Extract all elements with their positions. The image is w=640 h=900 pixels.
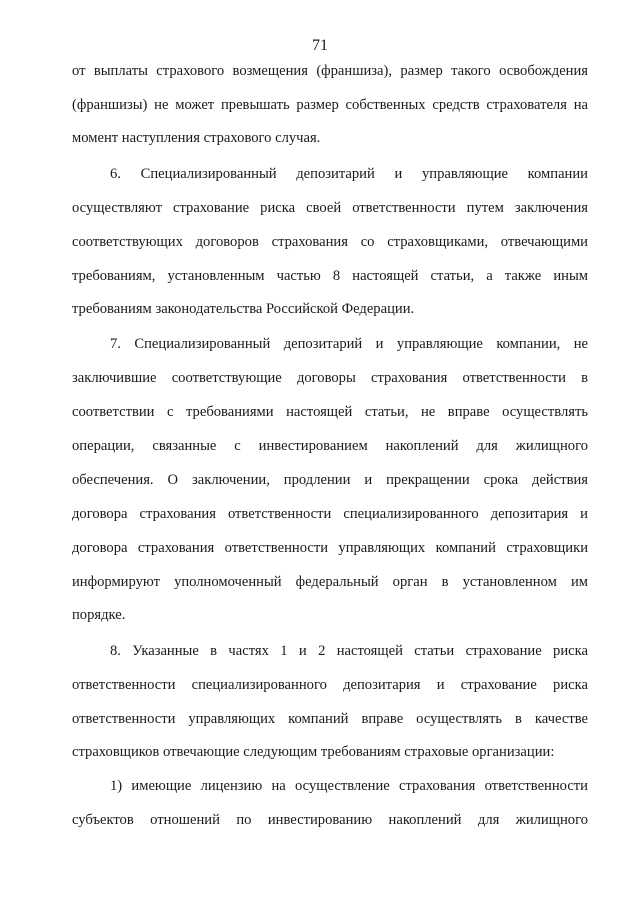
- text-line: договора страхования ответственности специализированного депозитария и: [72, 506, 588, 522]
- text-line: заключившие соответствующие договоры страхования ответственности в: [72, 370, 588, 386]
- text-line: договора страхования ответственности управляющих компаний страховщики: [72, 540, 588, 556]
- text-line: осуществляют страхование риска своей ответственности путем заключения: [72, 200, 588, 216]
- text-line: требованиям, установленным частью 8 настоящей статьи, а также иным: [72, 268, 588, 284]
- paragraph-6-first-line: 6. Специализированный депозитарий и управляющие компании: [110, 166, 588, 182]
- text-line: страховщиков отвечающие следующим требованиям страховые организации:: [72, 744, 555, 760]
- text-line: ответственности управляющих компаний вправе осуществлять в качестве: [72, 711, 588, 727]
- page-number: 71: [312, 37, 328, 54]
- text-line: порядке.: [72, 607, 126, 623]
- text-line: момент наступления страхового случая.: [72, 130, 321, 146]
- text-line: (франшизы) не может превышать размер собственных средств страхователя на: [72, 97, 588, 113]
- text-line: ответственности специализированного депозитария и страхование риска: [72, 677, 588, 693]
- text-line: субъектов отношений по инвестированию накоплений для жилищного: [72, 812, 588, 828]
- text-line: соответствии с требованиями настоящей статьи, не вправе осуществлять: [72, 404, 588, 420]
- text-line: операции, связанные с инвестированием накоплений для жилищного: [72, 438, 588, 454]
- list-item-1-first-line: 1) имеющие лицензию на осуществление страхования ответственности: [110, 778, 588, 794]
- text-line: соответствующих договоров страхования со страховщиками, отвечающими: [72, 234, 588, 250]
- paragraph-8-first-line: 8. Указанные в частях 1 и 2 настоящей статьи страхование риска: [110, 643, 588, 659]
- text-line: от выплаты страхового возмещения (франшиза), размер такого освобождения: [72, 63, 588, 79]
- text-line: обеспечения. О заключении, продлении и прекращении срока действия: [72, 472, 588, 488]
- text-line: информируют уполномоченный федеральный орган в установленном им: [72, 574, 588, 590]
- paragraph-7-first-line: 7. Специализированный депозитарий и управляющие компании, не: [110, 336, 588, 352]
- text-line: требованиям законодательства Российской Федерации.: [72, 301, 415, 317]
